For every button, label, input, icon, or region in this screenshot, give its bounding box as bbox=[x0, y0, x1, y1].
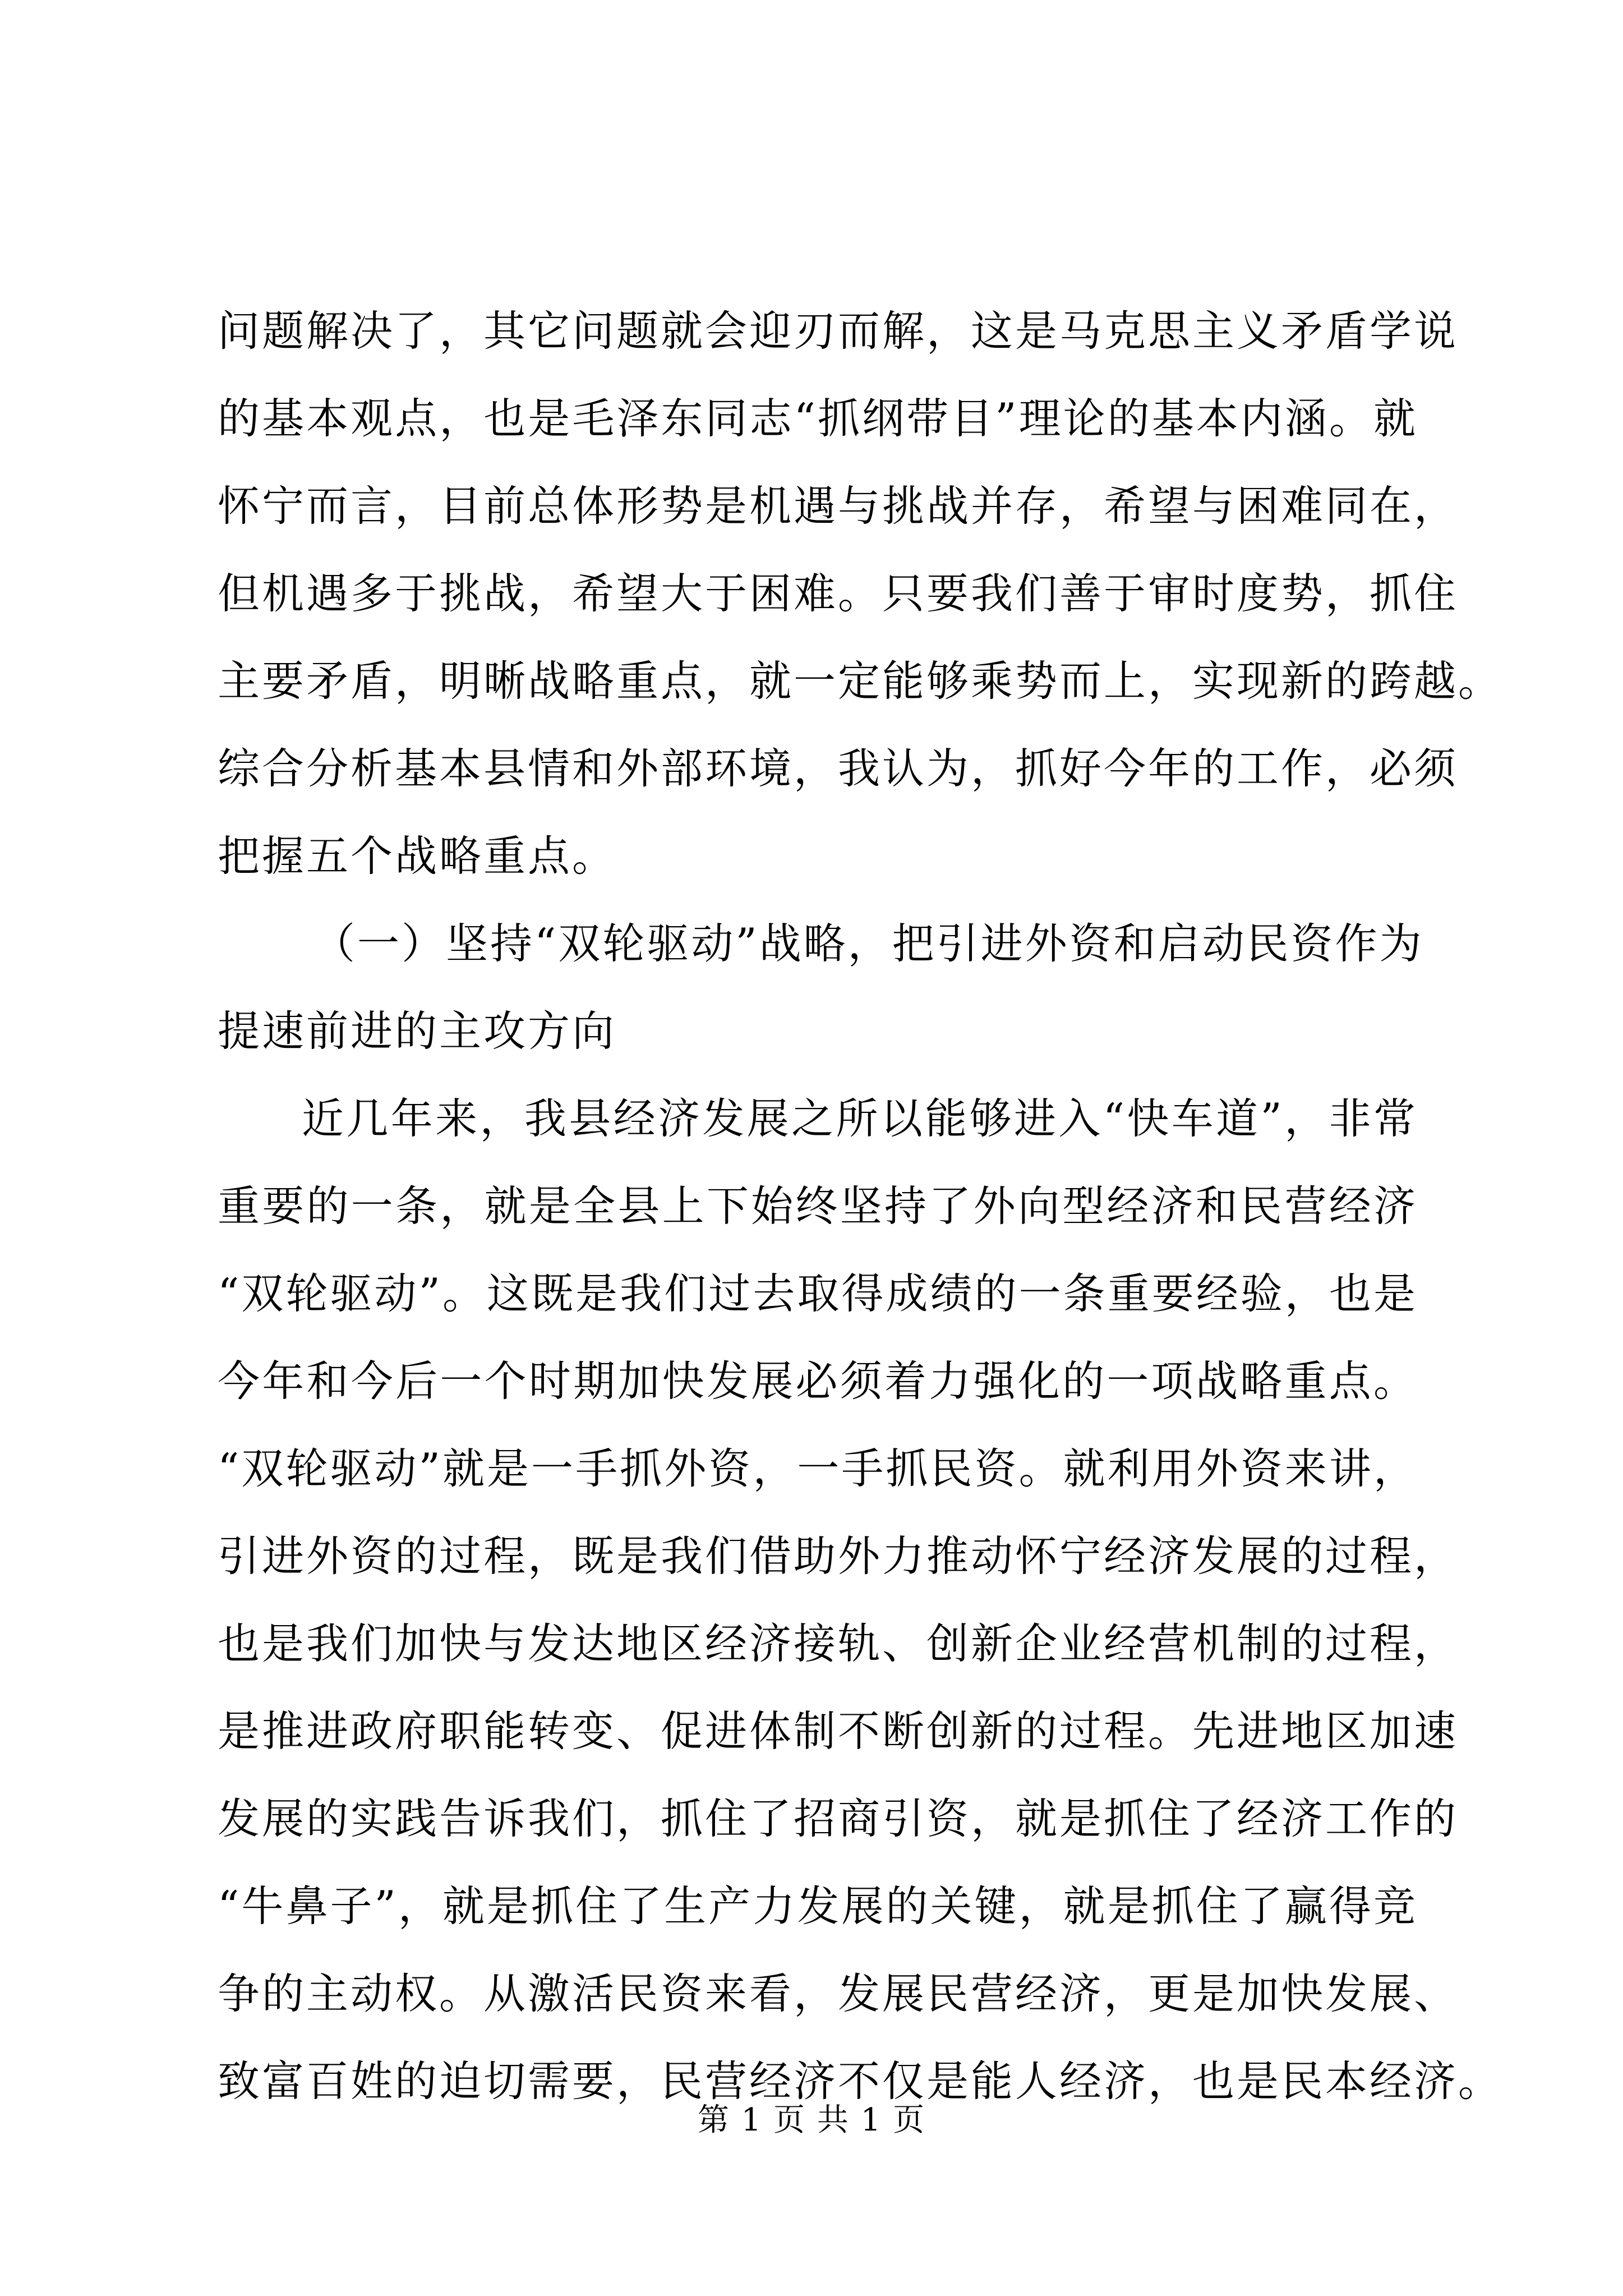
section-heading-line-2: 提速前进的主攻方向 bbox=[218, 1006, 617, 1056]
text-line-10: 近几年来，我县经济发展之所以能够进入“快车道”，非常 bbox=[302, 1094, 1418, 1143]
text-line-1: 问题解决了，其它问题就会迎刃而解，这是马克思主义矛盾学说 bbox=[218, 306, 1459, 356]
text-line-2: 的基本观点，也是毛泽东同志“抓纲带目”理论的基本内涵。就 bbox=[218, 394, 1418, 443]
text-line-13: 今年和今后一个时期加快发展必须着力强化的一项战略重点。 bbox=[218, 1356, 1418, 1406]
text-line-4: 但机遇多于挑战，希望大于困难。只要我们善于审时度势，抓住 bbox=[218, 569, 1459, 618]
text-line-19: “牛鼻子”，就是抓住了生产力发展的关键，就是抓住了赢得竞 bbox=[218, 1881, 1418, 1931]
text-line-16: 也是我们加快与发达地区经济接轨、创新企业经营机制的过程， bbox=[218, 1619, 1459, 1668]
page-number-footer: 第 1 页 共 1 页 bbox=[697, 2102, 926, 2138]
text-line-18: 发展的实践告诉我们，抓住了招商引资，就是抓住了经济工作的 bbox=[218, 1794, 1459, 1843]
text-line-14: “双轮驱动”就是一手抓外资，一手抓民资。就利用外资来讲， bbox=[218, 1444, 1418, 1493]
text-line-15: 引进外资的过程，既是我们借助外力推动怀宁经济发展的过程， bbox=[218, 1531, 1459, 1581]
text-line-5: 主要矛盾，明晰战略重点，就一定能够乘势而上，实现新的跨越。 bbox=[218, 656, 1503, 706]
text-line-6: 综合分析基本县情和外部环境，我认为，抓好今年的工作，必须 bbox=[218, 744, 1459, 793]
text-line-11: 重要的一条，就是全县上下始终坚持了外向型经济和民营经济 bbox=[218, 1181, 1418, 1231]
section-heading-line-1: （一）坚持“双轮驱动”战略，把引进外资和启动民资作为 bbox=[313, 919, 1424, 968]
text-line-3: 怀宁而言，目前总体形势是机遇与挑战并存，希望与困难同在， bbox=[218, 481, 1459, 531]
text-line-17: 是推进政府职能转变、促进体制不断创新的过程。先进地区加速 bbox=[218, 1706, 1459, 1756]
text-line-12: “双轮驱动”。这既是我们过去取得成绩的一条重要经验，也是 bbox=[218, 1269, 1418, 1318]
text-line-7: 把握五个战略重点。 bbox=[218, 831, 617, 881]
text-line-20: 争的主动权。从激活民资来看，发展民营经济，更是加快发展、 bbox=[218, 1969, 1459, 2018]
text-line-21: 致富百姓的迫切需要，民营经济不仅是能人经济，也是民本经济。 bbox=[218, 2056, 1503, 2106]
